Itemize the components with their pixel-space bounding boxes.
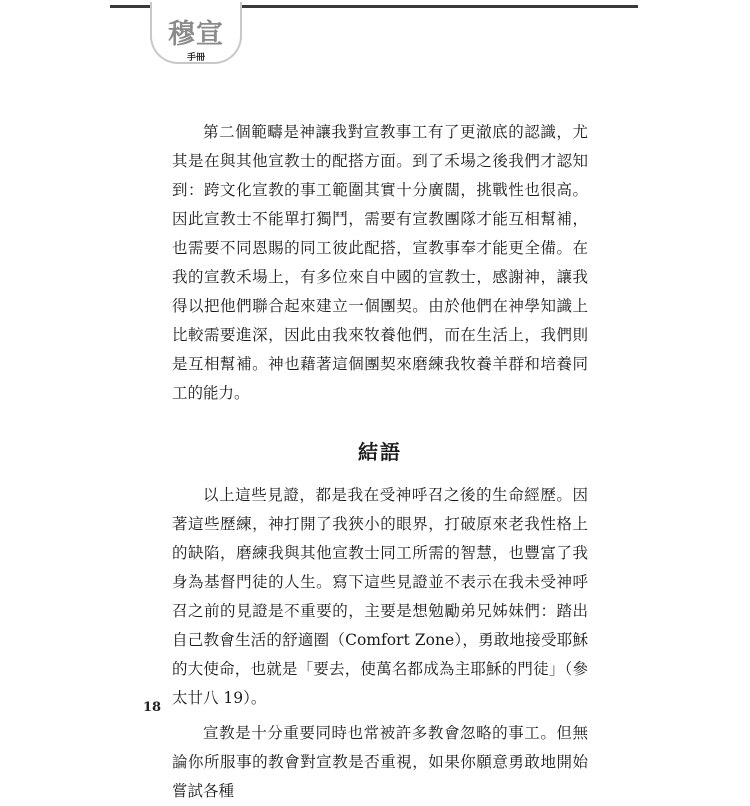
body-paragraph-2: 以上這些見證，都是我在受神呼召之後的生命經歷。因著這些歷練，神打開了我狹小的眼界，打破原來老我性格上的缺陷，磨練我與其他宣教士同工所需的智慧，也豐富了我身為基督門徒的人生。寫下這些見證並不表示在我未受神呼召之前的見證是不重要的，主要是想勉勵弟兄姊妹們：踏出自己教會生活的舒適圈（Comfort Zone），勇敢地接受耶穌的大使命，也就是「要去，使萬名都成為主耶穌的門徒」（參太廿八 19）。 xyxy=(172,486,588,707)
book-logo xyxy=(150,2,242,64)
page-number: 18 xyxy=(143,700,162,715)
body-paragraph-3: 宣教是十分重要同時也常被許多教會忽略的事工。但無論你所服事的教會對宣教是否重視，如果你願意勇敢地開始嘗試各種 xyxy=(172,724,588,800)
body-paragraph-1: 第二個範疇是神讓我對宣教事工有了更澈底的認識，尤其是在與其他宣教士的配搭方面。到了禾場之後我們才認知到：跨文化宣教的事工範圍其實十分廣闊，挑戰性也很高。因此宣教士不能單打獨鬥，需要有宣教團隊才能互相幫補，也需要不同恩賜的同工彼此配搭，宣教事奉才能更全備。在我的宣教禾場上，有多位來自中國的宣教士，感謝神，讓我得以把他們聯合起來建立一個團契。由於他們在神學知識上比較需要進深，因此由我來牧養他們，而在生活上，我們則是互相幫補。神也藉著這個團契來磨練我牧養羊群和培養同工的能力。 xyxy=(172,123,588,402)
logo-subtitle: 手冊 xyxy=(186,53,205,63)
page-body xyxy=(172,118,588,806)
section-title: 結語 xyxy=(358,440,402,464)
logo-title: 穆宣 xyxy=(168,19,224,50)
